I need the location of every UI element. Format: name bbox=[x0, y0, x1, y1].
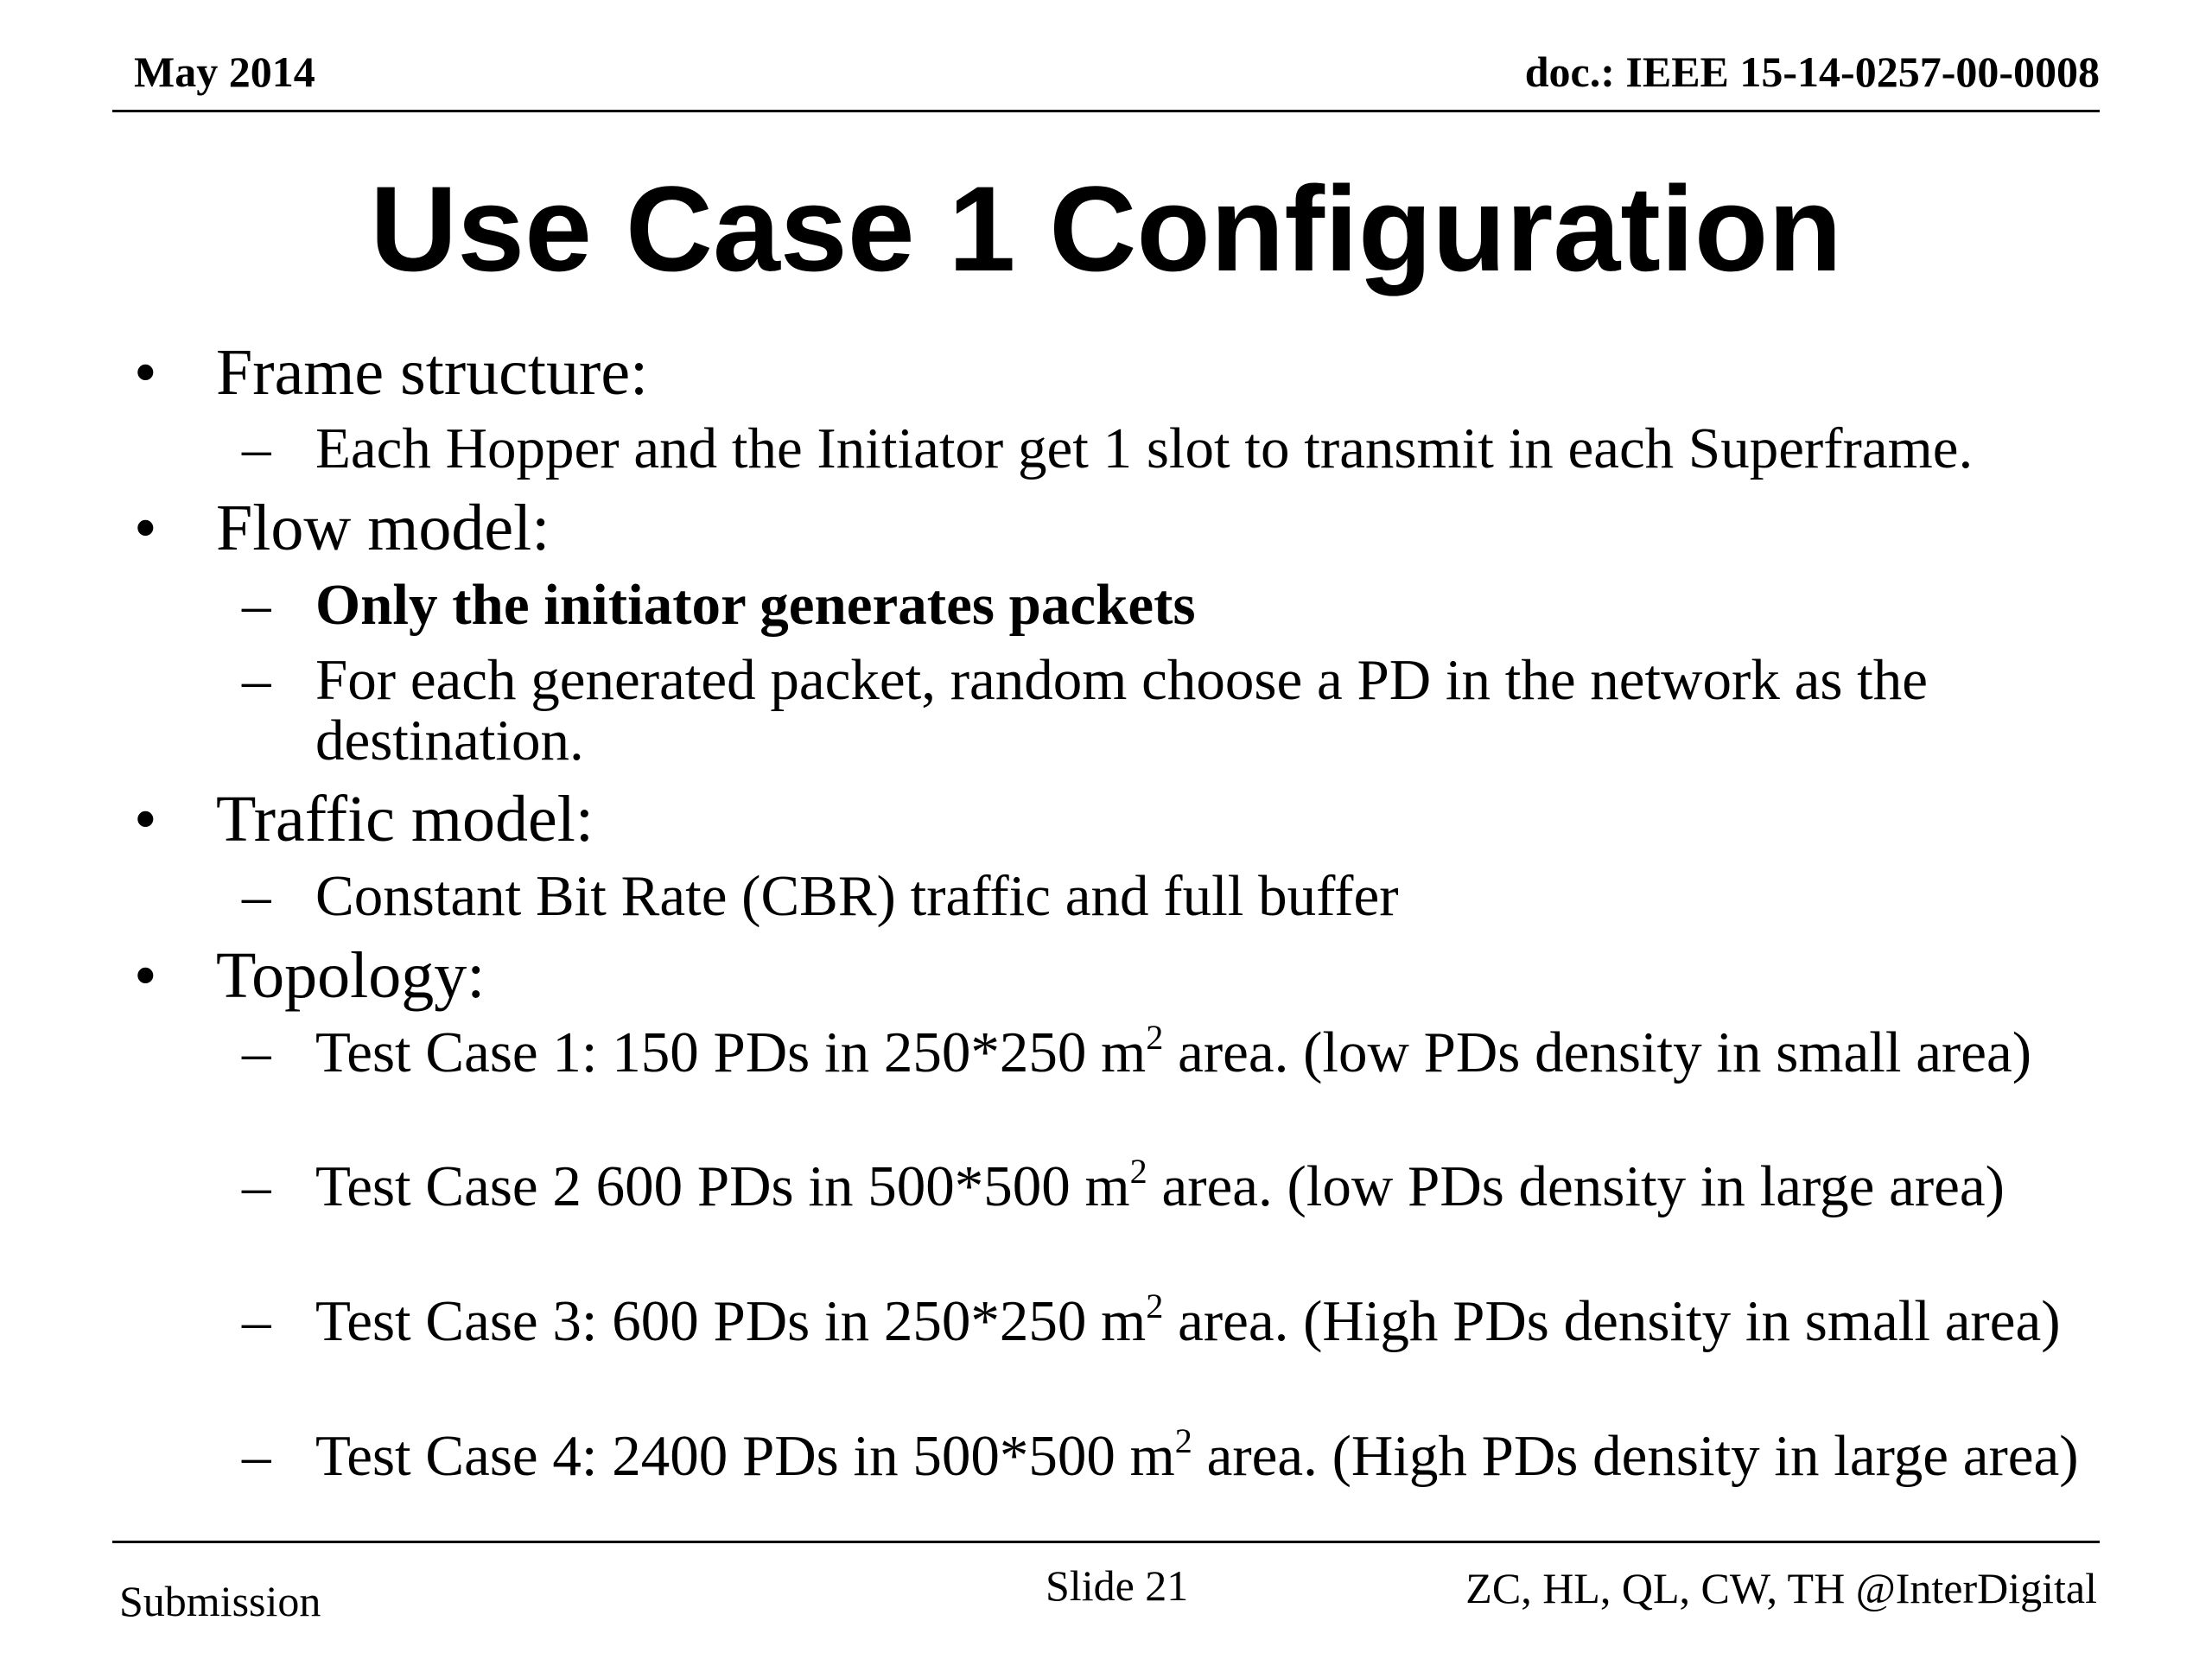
bullet-heading: Frame structure: bbox=[216, 336, 649, 409]
footer-slide-number: Slide 21 bbox=[1046, 1561, 1189, 1610]
superscript: 2 bbox=[1174, 1421, 1192, 1460]
bullet-dot: • bbox=[134, 783, 157, 855]
sub-bullet-text bbox=[315, 1017, 2130, 1084]
header-date: May 2014 bbox=[134, 48, 315, 96]
test-case-text: Test Case 2 600 PDs in 500*500 m bbox=[315, 1154, 1130, 1218]
test-case-text: area. (High PDs density in large area) bbox=[1192, 1424, 2079, 1488]
bullet-dot: • bbox=[134, 939, 157, 1012]
superscript: 2 bbox=[1129, 1151, 1147, 1191]
bullet-dash: – bbox=[242, 1289, 271, 1353]
bullet-dash: – bbox=[242, 1424, 271, 1488]
sub-bullet-text: Each Hopper and the Initiator get 1 slot to transmit in each Superframe. bbox=[315, 416, 1974, 480]
sub-bullet-text: For each generated packet, random choose a PD in the network as the destination. bbox=[315, 648, 1929, 772]
bullet-dash: – bbox=[242, 648, 271, 712]
bullet-dash: – bbox=[242, 573, 271, 637]
bullet-heading: Topology: bbox=[216, 939, 486, 1012]
test-case-text: Test Case 3: 600 PDs in 250*250 m bbox=[315, 1289, 1147, 1353]
bullet-dash: – bbox=[242, 1154, 271, 1218]
superscript: 2 bbox=[1146, 1017, 1164, 1057]
bullet-dash: – bbox=[242, 864, 271, 928]
sub-bullet-text: Only the initiator generates packets bbox=[315, 573, 1196, 637]
bullet-dash: – bbox=[242, 416, 271, 480]
footer-authors: ZC, HL, QL, CW, TH @InterDigital bbox=[1465, 1564, 2097, 1612]
bullet-heading: Flow model: bbox=[216, 492, 550, 564]
superscript: 2 bbox=[1146, 1286, 1164, 1325]
footer-submission: Submission bbox=[119, 1577, 321, 1625]
test-case-text: Test Case 1: 150 PDs in 250*250 m bbox=[315, 1020, 1147, 1084]
bullet-heading: Traffic model: bbox=[216, 783, 594, 855]
test-case-text: area. (low PDs density in small area) bbox=[1163, 1020, 2032, 1084]
test-case-text: area. (low PDs density in large area) bbox=[1147, 1154, 2005, 1218]
sub-bullet-text bbox=[315, 1286, 2130, 1353]
bullet-dash: – bbox=[242, 1020, 271, 1084]
test-case-text: area. (High PDs density in small area) bbox=[1163, 1289, 2061, 1353]
test-case-text: Test Case 4: 2400 PDs in 500*500 m bbox=[315, 1424, 1175, 1488]
bullet-dot: • bbox=[134, 492, 157, 564]
sub-bullet-text bbox=[315, 1421, 2130, 1488]
slide-title: Use Case 1 Configuration bbox=[370, 161, 1842, 296]
footer-divider bbox=[112, 1541, 2100, 1543]
header-doc-id: doc.: IEEE 15-14-0257-00-0008 bbox=[1524, 48, 2100, 96]
sub-bullet-text bbox=[315, 1151, 2130, 1218]
bullet-dot: • bbox=[134, 336, 157, 409]
sub-bullet-text: Constant Bit Rate (CBR) traffic and full buffer bbox=[315, 864, 1399, 928]
